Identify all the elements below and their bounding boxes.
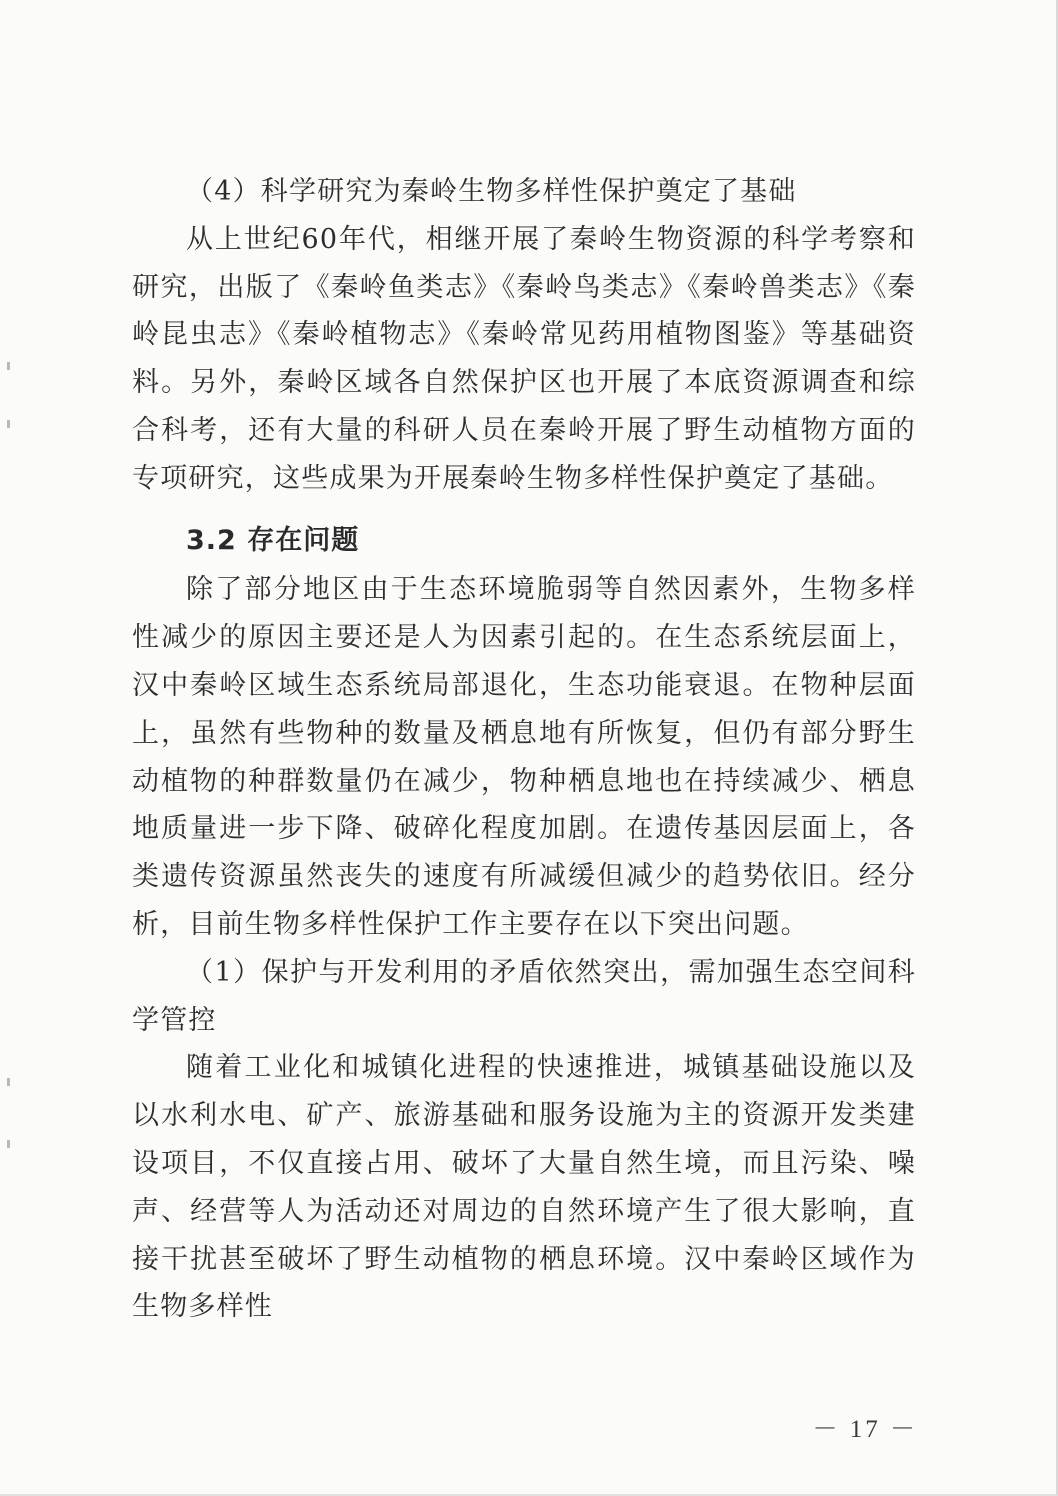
scan-mark	[7, 362, 10, 370]
document-body	[132, 168, 916, 1331]
subsection-title: （1）保护与开发利用的矛盾依然突出，需加强生态空间科学管控	[132, 956, 916, 1036]
section-heading: 3.2 存在问题	[186, 524, 360, 556]
scan-mark	[7, 1078, 10, 1086]
body-paragraph: 除了部分地区由于生态环境脆弱等自然因素外，生物多样性减少的原因主要还是人为因素引起的。在生态系统层面上，汉中秦岭区域生态系统局部退化，生态功能衰退。在物种层面上，虽然有些物种的数量及栖息地有所恢复，但仍有部分野生动植物的种群数量仍在减少，物种栖息地也在持续减少、栖息地质量进一步下降、破碎化程度加剧。在遗传基因层面上，各类遗传资源虽然丧失的速度有所减缓但减少的趋势依旧。经分析，目前生物多样性保护工作主要存在以下突出问题。	[132, 574, 916, 940]
subsection-title: （4）科学研究为秦岭生物多样性保护奠定了基础	[186, 176, 797, 207]
scan-mark	[7, 1140, 10, 1148]
body-paragraph: 随着工业化和城镇化进程的快速推进，城镇基础设施以及以水利水电、矿产、旅游基础和服务设施为主的资源开发类建设项目，不仅直接占用、破坏了大量自然生境，而且污染、噪声、经营等人为活动还对周边的自然环境产生了很大影响，直接干扰甚至破坏了野生动植物的栖息环境。汉中秦岭区域作为生物多样性	[132, 1052, 916, 1323]
page-number: － 17 －	[812, 1416, 918, 1443]
body-paragraph: 从上世纪60年代，相继开展了秦岭生物资源的科学考察和研究，出版了《秦岭鱼类志》《秦岭鸟类志》《秦岭兽类志》《秦岭昆虫志》《秦岭植物志》《秦岭常见药用植物图鉴》等基础资料。另外，秦岭区域各自然保护区也开展了本底资源调查和综合科考，还有大量的科研人员在秦岭开展了野生动植物方面的专项研究，这些成果为开展秦岭生物多样性保护奠定了基础。	[132, 223, 916, 494]
scan-mark	[7, 420, 10, 428]
